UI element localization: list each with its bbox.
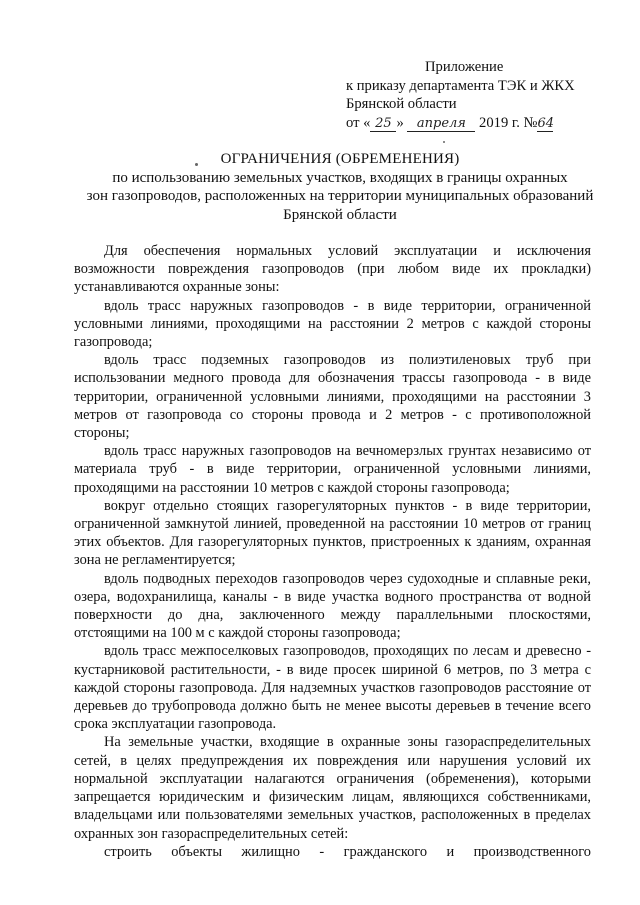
title-sub-3: Брянской области <box>283 206 397 223</box>
paragraph-outdoor-pipelines: вдоль трасс наружных газопроводов - в виде территории, ограниченной условными линиями, проходящими на расстоянии 2 метров с каждой стороны газопровода; <box>74 297 591 351</box>
paragraph-underwater-crossings: вдоль подводных переходов газопроводов через судоходные и сплавные реки, озера, водохранилища, каналы - в виде участка водного пространства от водной поверхности до дна, заключенного между параллельными плоскостями, отстоящими на 100 м с каждой стороны газопровода; <box>74 570 591 642</box>
document-body <box>74 242 591 861</box>
appendix-region: Брянской области <box>346 96 457 113</box>
date-year: 2019 г. № <box>479 114 538 131</box>
paragraph-underground-pipelines: вдоль трасс подземных газопроводов из полиэтиленовых труб при использовании медного провода для обозначения трассы газопровода - в виде территории, ограниченной условными линиями, проходящими на расстоянии 3 метров от газопровода со стороны провода и 2 метров - с противоположной стороны; <box>74 352 591 442</box>
appendix-label: Приложение <box>425 59 504 75</box>
title-main: ОГРАНИЧЕНИЯ (ОБРЕМЕНЕНИЯ) <box>220 151 460 167</box>
paragraph-regulator-points: вокруг отдельно стоящих газорегуляторных пунктов - в виде территории, ограниченной замкнутой линией, проведенной на расстоянии 10 метров от границ этих объектов. Для газорегуляторных пунктов, пристроенных к зданиям, охранная зона не регламентируется; <box>74 497 591 569</box>
paragraph-intro: Для обеспечения нормальных условий эксплуатации и исключения возможности повреждения газопроводов (при любом виде их прокладки) устанавливаются охранные зоны: <box>74 243 591 296</box>
date-month: апреля <box>407 117 475 132</box>
paragraph-build-restriction: строить объекты жилищно - гражданского и производственного <box>104 843 591 860</box>
appendix-header <box>346 58 616 132</box>
date-day: 25 <box>370 117 396 132</box>
title-sub-2: зон газопроводов, расположенных на территории муниципальных образований <box>86 188 594 204</box>
date-mid: » <box>396 114 404 131</box>
order-number: 64 <box>537 115 554 131</box>
date-prefix: от « <box>346 114 371 131</box>
scan-dot <box>443 141 445 143</box>
scan-dot <box>195 163 198 166</box>
paragraph-permafrost-pipelines: вдоль трасс наружных газопроводов на вечномерзлых грунтах независимо от материала труб - в виде территории, ограниченной условными линиями, проходящими на расстоянии 10 метров с каждой стороны газопровода; <box>74 443 591 496</box>
document-title <box>60 150 620 224</box>
paragraph-restrictions: На земельные участки, входящие в охранные зоны газораспределительных сетей, в целях предупреждения их повреждения или нарушения условий их нормальной эксплуатации налагаются ограничения (обременения), которыми запрещается юридическим и физическим лицам, являющихся собственниками, владельцами или пользователями земельных участков, расположенных в пределах охранных зон газораспределительных сетей: <box>74 734 591 842</box>
paragraph-forest-pipelines: вдоль трасс межпоселковых газопроводов, проходящих по лесам и древесно - кустарниковой растительности, - в виде просек шириной 6 метров, по 3 метра с каждой стороны газопровода. Для надземных участков газопроводов расстояние от деревьев до трубопровода должно быть не менее высоты деревьев в течение всего срока эксплуатации газопровода. <box>74 643 591 733</box>
title-sub-1: по использованию земельных участков, входящих в границы охранных <box>112 169 568 186</box>
appendix-order-ref: к приказу департамента ТЭК и ЖКХ <box>346 77 575 94</box>
appendix-date-line <box>346 114 616 133</box>
